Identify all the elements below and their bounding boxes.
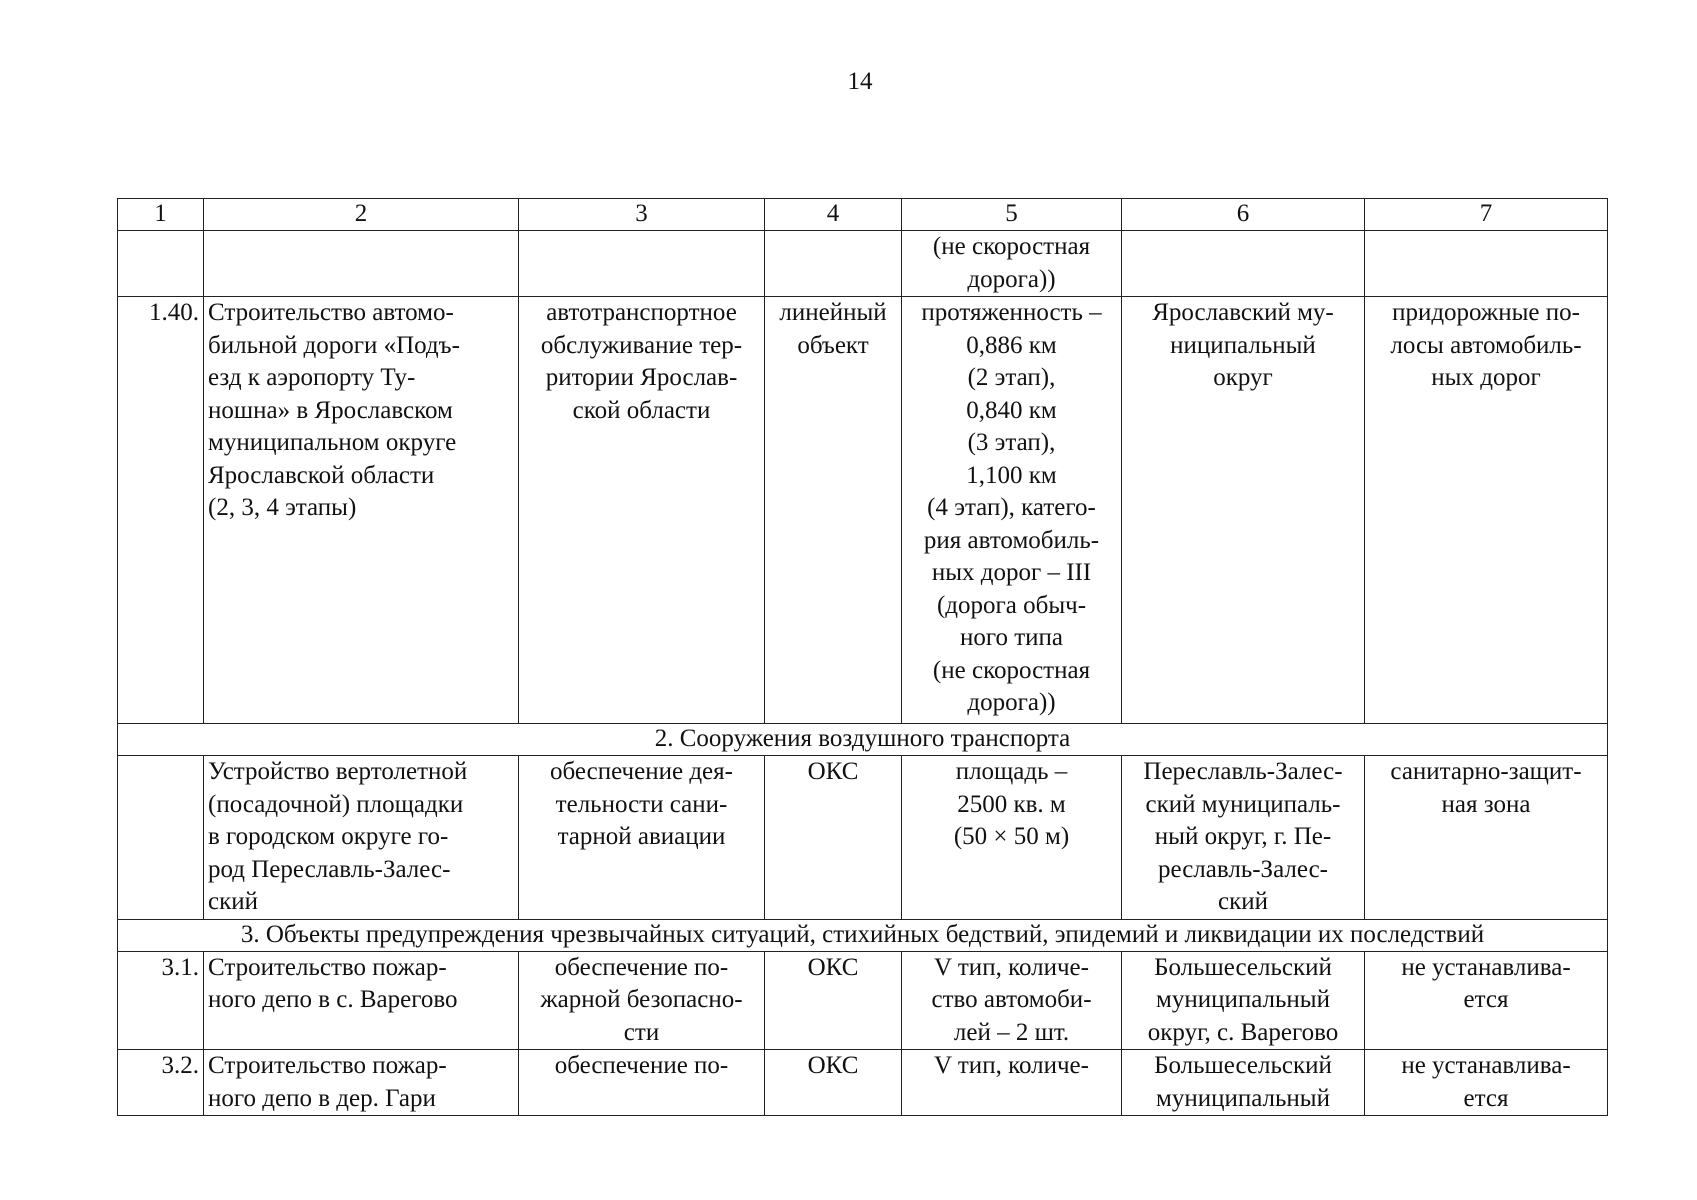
type-cell: ОКС: [765, 951, 902, 1050]
section-heading: 2. Сооружения воздушного транспорта: [118, 724, 1608, 756]
table-cell: [204, 231, 519, 297]
purpose-cell: обеспечение по- жарной безопасно- сти: [519, 951, 765, 1050]
location-cell: Ярославский му- ниципальный округ: [1122, 297, 1365, 724]
type-cell: ОКС: [765, 1050, 902, 1116]
object-name-cell: Устройство вертолетной (посадочной) площадки в городском округе го- род Переславль-Залес- ский: [204, 756, 519, 920]
object-name-cell: Строительство пожар- ного депо в с. Варегово: [204, 951, 519, 1050]
table-row: [118, 231, 1608, 297]
column-number: 4: [765, 199, 902, 231]
location-cell: Переславль-Залес- ский муниципаль- ный округ, г. Пе- реславль-Залес- ский: [1122, 756, 1365, 920]
column-number: 6: [1122, 199, 1365, 231]
table-row: [118, 756, 1608, 920]
column-number: 2: [204, 199, 519, 231]
zone-cell: придорожные по- лосы автомобиль- ных дорог: [1365, 297, 1608, 724]
characteristics-cell: V тип, количе-: [902, 1050, 1122, 1116]
row-number: 3.1.: [118, 951, 204, 1050]
purpose-cell: обеспечение по-: [519, 1050, 765, 1116]
characteristics-cell: площадь – 2500 кв. м (50 × 50 м): [902, 756, 1122, 920]
type-cell: линейный объект: [765, 297, 902, 724]
zone-cell: санитарно-защит- ная зона: [1365, 756, 1608, 920]
characteristics-cell: протяженность – 0,886 км (2 этап), 0,840 км (3 этап), 1,100 км (4 этап), катего- рия автомобиль- ных дорог – III (дорога обыч- ного типа (не скоростная дорога)): [902, 297, 1122, 724]
zone-cell: не устанавлива- ется: [1365, 1050, 1608, 1116]
table-cell: [1365, 231, 1608, 297]
object-name-cell: Строительство автомо- бильной дороги «Подъ- езд к аэропорту Ту- ношна» в Ярославском муниципальном округе Ярославской области (2, 3, 4 этапы): [204, 297, 519, 724]
section-heading-row: [118, 724, 1608, 756]
table-cell: (не скоростная дорога)): [902, 231, 1122, 297]
column-number: 3: [519, 199, 765, 231]
column-number: 7: [1365, 199, 1608, 231]
location-cell: Большесельский муниципальный: [1122, 1050, 1365, 1116]
planning-table: [117, 198, 1608, 1116]
table-row: [118, 951, 1608, 1050]
row-number: 1.40.: [118, 297, 204, 724]
table-cell: [118, 231, 204, 297]
section-heading: 3. Объекты предупреждения чрезвычайных ситуаций, стихийных бедствий, эпидемий и ликвидации их последствий: [118, 919, 1608, 951]
column-number-row: [118, 199, 1608, 231]
zone-cell: не устанавлива- ется: [1365, 951, 1608, 1050]
characteristics-cell: V тип, количе- ство автомоби- лей – 2 шт.: [902, 951, 1122, 1050]
column-number: 1: [118, 199, 204, 231]
section-heading-row: [118, 919, 1608, 951]
page-number: 14: [847, 68, 873, 95]
purpose-cell: автотранспортное обслуживание тер- ритории Ярослав- ской области: [519, 297, 765, 724]
purpose-cell: обеспечение дея- тельности сани- тарной авиации: [519, 756, 765, 920]
table-cell: [765, 231, 902, 297]
row-number: 3.2.: [118, 1050, 204, 1116]
object-name-cell: Строительство пожар- ного депо в дер. Гари: [204, 1050, 519, 1116]
column-number: 5: [902, 199, 1122, 231]
location-cell: Большесельский муниципальный округ, с. Варегово: [1122, 951, 1365, 1050]
row-number: [118, 756, 204, 920]
table-cell: [1122, 231, 1365, 297]
table-row: [118, 1050, 1608, 1116]
type-cell: ОКС: [765, 756, 902, 920]
table-cell: [519, 231, 765, 297]
table-row: [118, 297, 1608, 724]
